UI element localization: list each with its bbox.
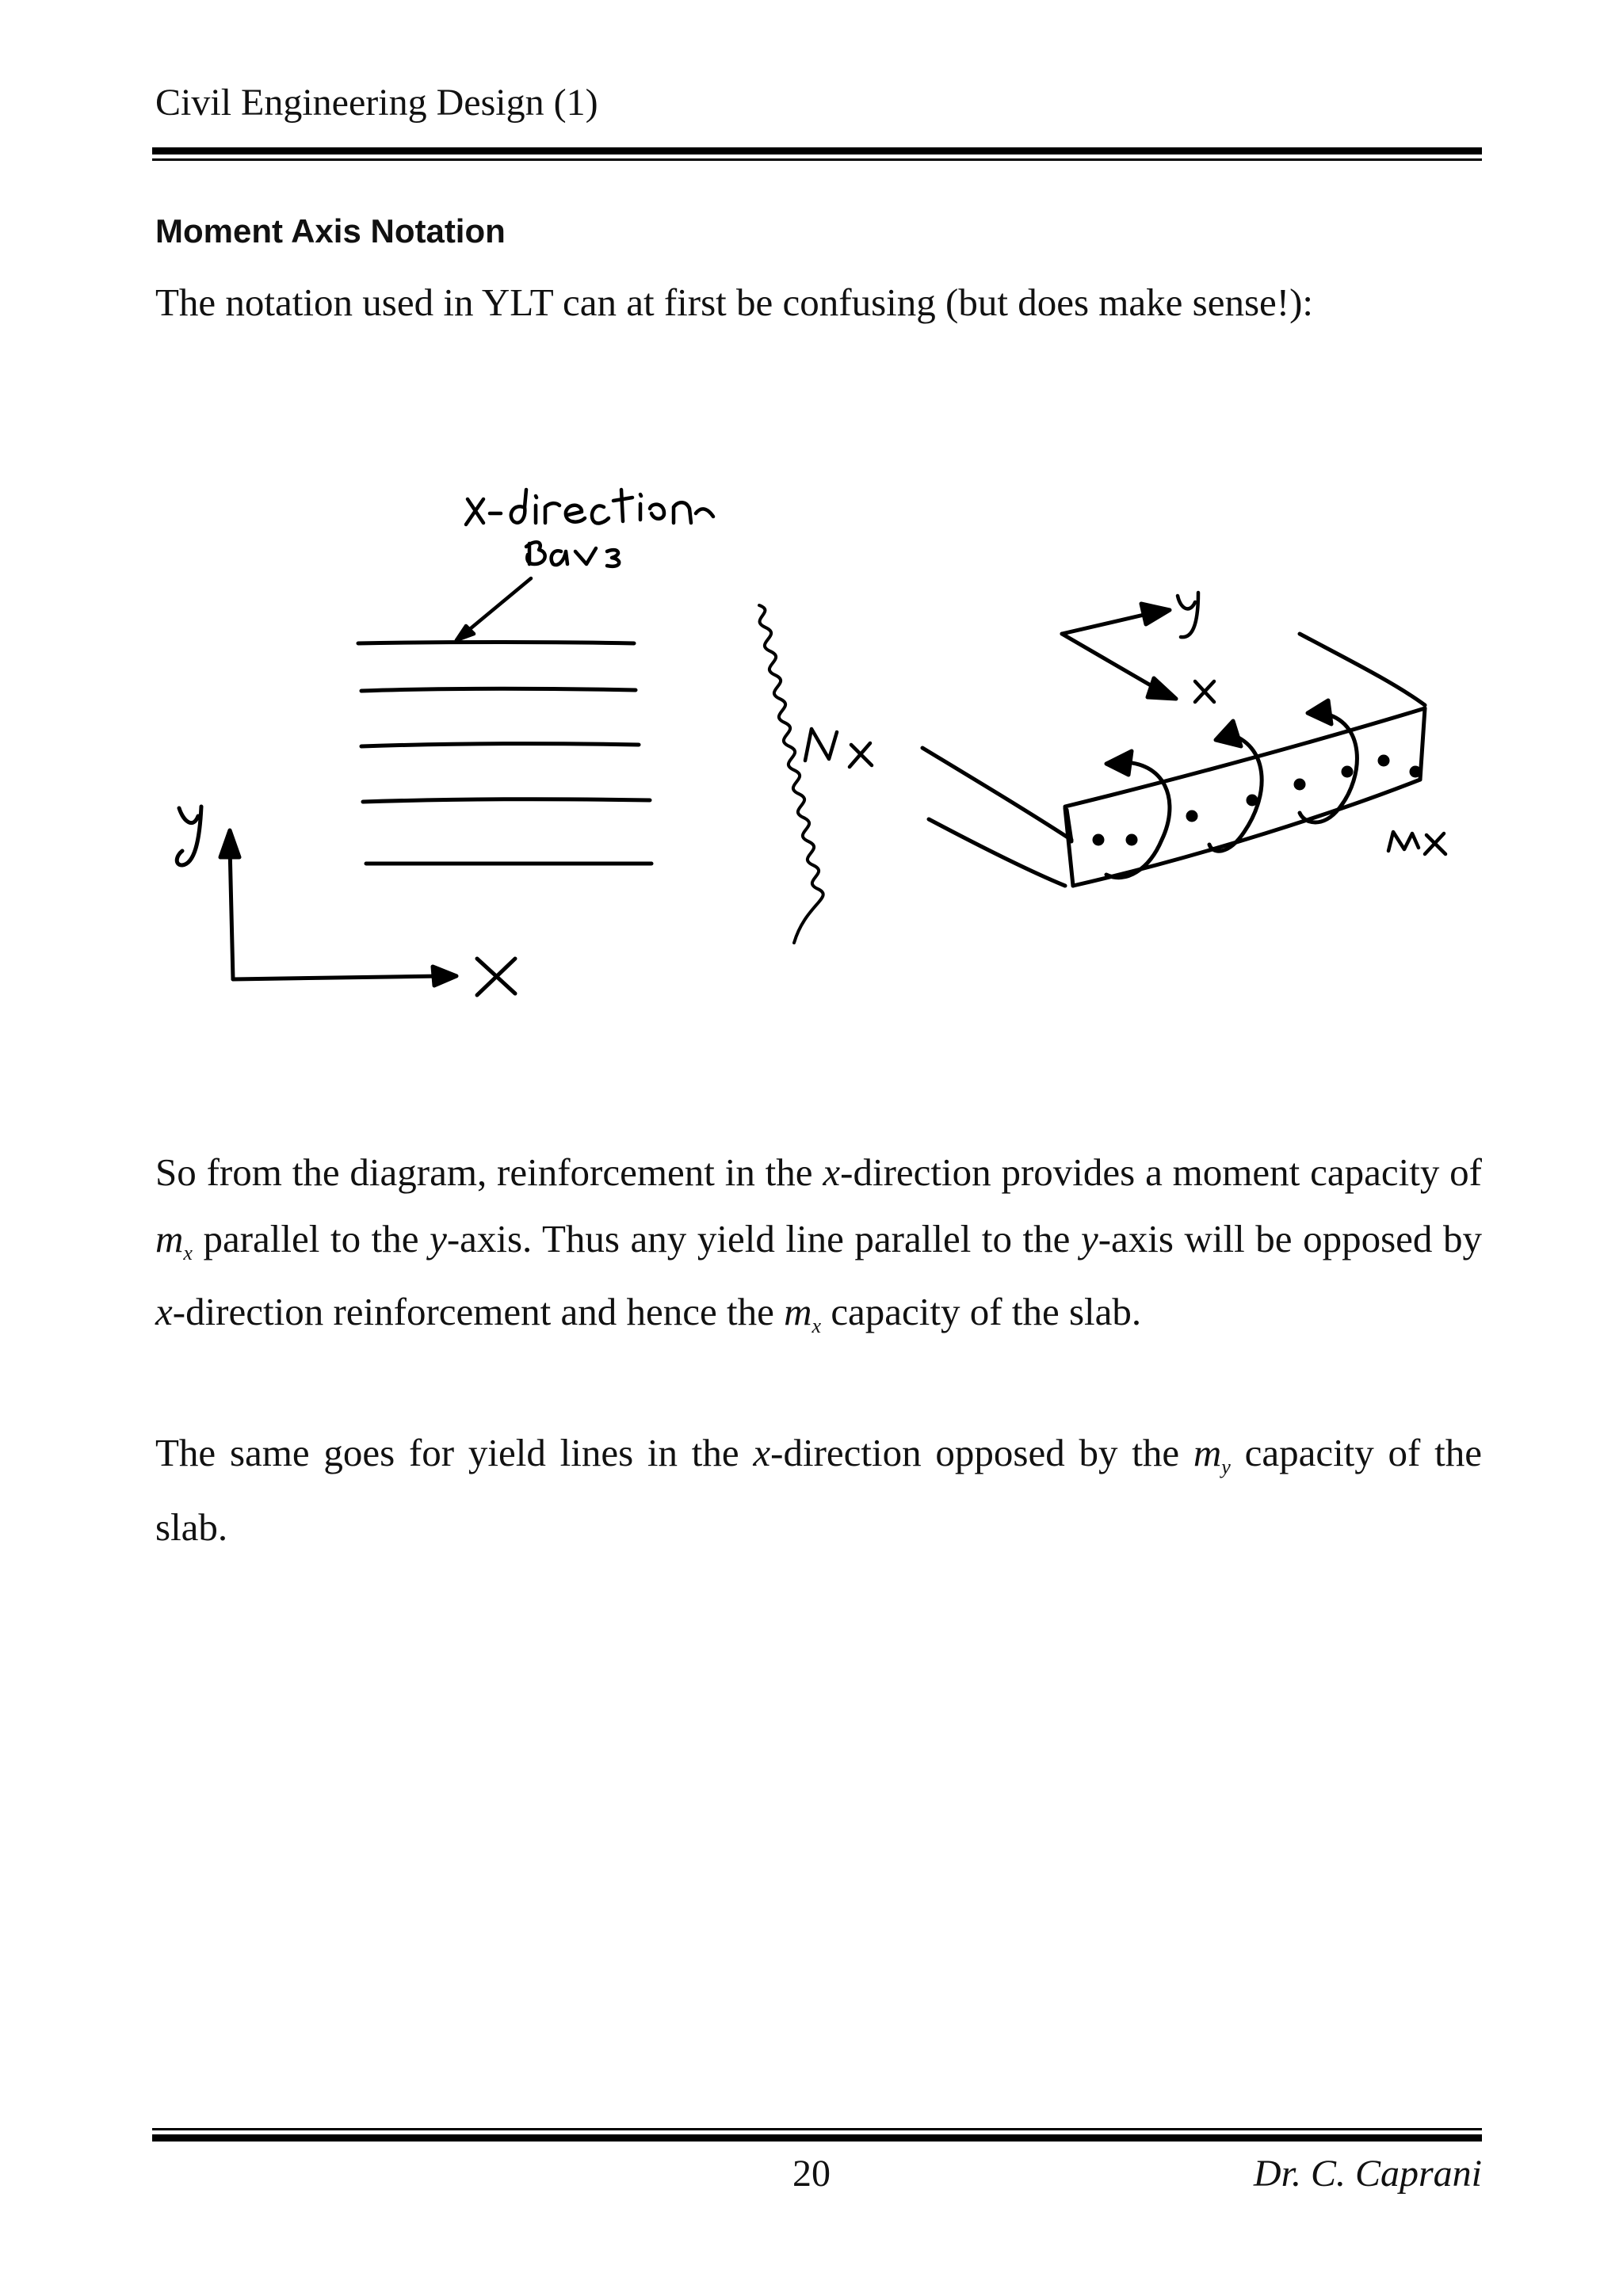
paragraph-1-line-1 (155, 1147, 1482, 1198)
moment-axis-diagram (0, 444, 1623, 1077)
var-y: y (1080, 1217, 1098, 1261)
symbol-mx (784, 1290, 822, 1337)
text-run: -direction provides a moment capacity of (840, 1150, 1482, 1194)
left-axes-sketch (177, 807, 515, 995)
left-bars-sketch (358, 490, 713, 864)
symbol-m: m (784, 1290, 812, 1333)
text-run: parallel to the (192, 1217, 430, 1261)
footer-rule-thick (152, 2134, 1482, 2142)
author-name: Dr. C. Caprani (1253, 2153, 1482, 2195)
text-run: -direction reinforcement and hence the (172, 1290, 785, 1333)
var-x: x (823, 1150, 841, 1194)
running-header: Civil Engineering Design (1) (155, 82, 598, 124)
section-heading: Moment Axis Notation (155, 212, 506, 250)
right-axes-handwriting (1178, 593, 1214, 702)
symbol-subscript-x: x (183, 1241, 193, 1264)
header-rule-thick (152, 147, 1482, 154)
intro-paragraph: The notation used in YLT can at first be confusing (but does make sense!): (155, 280, 1314, 324)
paragraph-1-line-2 (155, 1214, 1482, 1264)
var-x: x (155, 1290, 173, 1333)
right-mx-handwriting (1388, 832, 1445, 854)
slab-sketch (922, 593, 1445, 886)
text-run: capacity of the slab. (821, 1290, 1142, 1333)
symbol-subscript-y: y (1221, 1455, 1231, 1478)
footer-rule-thin (152, 2128, 1482, 2130)
middle-mx-handwriting (805, 729, 872, 767)
symbol-m: m (1193, 1431, 1222, 1474)
paragraph-2-line-1 (155, 1428, 1482, 1478)
var-x: x (753, 1431, 771, 1474)
page-number: 20 (792, 2153, 831, 2195)
paragraph-2-line-2: slab. (155, 1505, 228, 1549)
explanation-paragraph-1 (155, 1147, 1482, 1337)
text-run: capacity of the (1230, 1431, 1483, 1474)
var-y: y (430, 1217, 447, 1261)
text-run: -axis. Thus any yield line parallel to the (446, 1217, 1081, 1261)
text-run: -direction opposed by the (770, 1431, 1193, 1474)
text-run: -axis will be opposed by (1098, 1217, 1482, 1261)
paragraph-1-line-3 (155, 1287, 1482, 1337)
symbol-my (1193, 1431, 1231, 1478)
symbol-subscript-x: x (812, 1314, 822, 1337)
explanation-paragraph-2 (155, 1428, 1482, 1553)
symbol-mx (155, 1217, 193, 1264)
symbol-m: m (155, 1217, 184, 1261)
text-run: The same goes for yield lines in the (155, 1431, 754, 1474)
header-rule-thin (152, 158, 1482, 161)
yield-line-sketch (759, 605, 872, 943)
text-run: So from the diagram, reinforcement in the (155, 1150, 823, 1194)
x-direction-bars-handwriting (456, 490, 713, 640)
